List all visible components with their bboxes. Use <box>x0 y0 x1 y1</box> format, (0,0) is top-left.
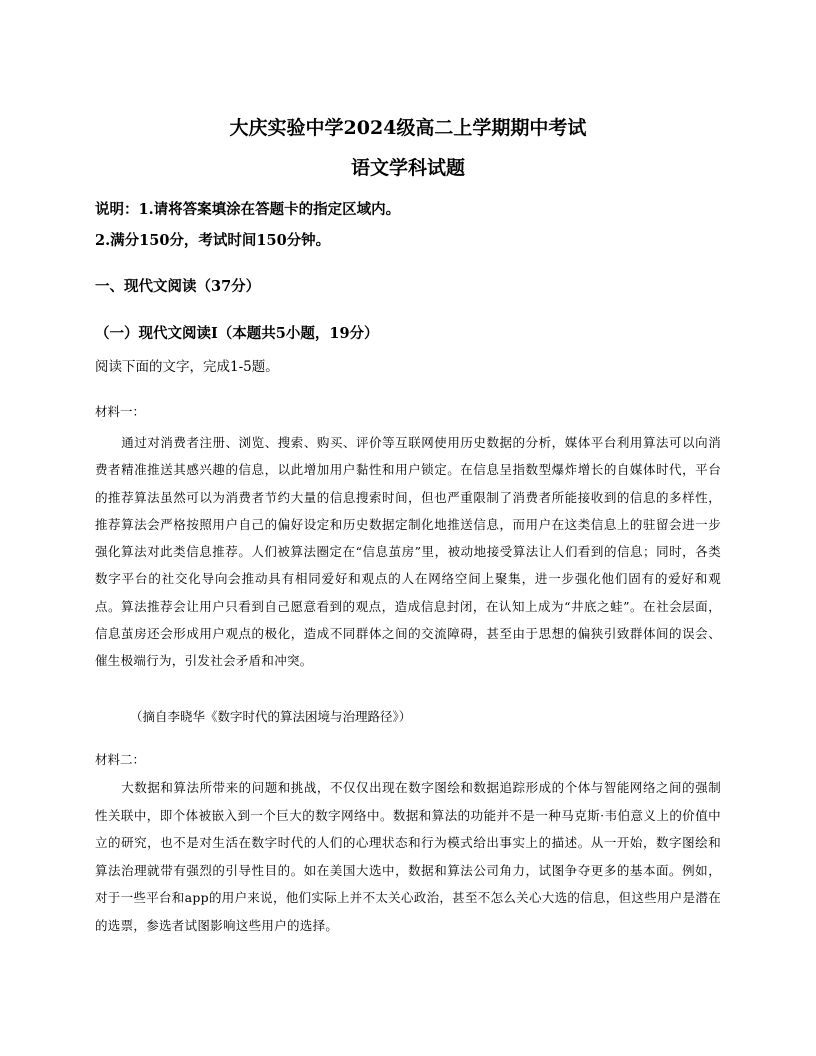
material-2-text: 大数据和算法所带来的问题和挑战，不仅仅出现在数字图绘和数据追踪形成的个体与智能网络之间的强制性关联中，即个体被嵌入到一个巨大的数字网络中。数据和算法的功能并不是一种马克斯·韦伯意义上的价值中立的研究，也不是对生活在数字时代的人们的心理状态和行为模式给出事实上的描述。从一开始，数字图绘和算法治理就带有强烈的引导性目的。如在美国大选中，数据和算法公司角力，试图争夺更多的基本面。例如，对于一些平台和app的用户来说，他们实际上并不太关心政治，甚至不怎么关心大选的信息，但这些用户是潜在的选票，参选者试图影响这些用户的选择。 <box>95 780 721 933</box>
material-1-text: 通过对消费者注册、浏览、搜索、购买、评价等互联网使用历史数据的分析，媒体平台利用算法可以向消费者精准推送其感兴趣的信息，以此增加用户黏性和用户锁定。在信息呈指数型爆炸增长的自媒体时代，平台的推荐算法虽然可以为消费者节约大量的信息搜索时间，但也严重限制了消费者所能接收到的信息的多样性，推荐算法会严格按照用户自己的偏好设定和历史数据定制化地推送信息，而用户在这类信息上的驻留会进一步强化算法对此类信息推荐。人们被算法圈定在“信息茧房”里，被动地接受算法让人们看到的信息；同时，各类数字平台的社交化导向会推动具有相同爱好和观点的人在网络空间上聚集，进一步强化他们固有的爱好和观点。算法推荐会让用户只看到自己愿意看到的观点，造成信息封闭，在认知上成为“井底之蛙”。在社会层面，信息茧房还会形成用户观点的极化，造成不同群体之间的交流障碍，甚至由于思想的偏狭引致群体间的误会、催生极端行为，引发社会矛盾和冲突。 <box>95 435 721 669</box>
section-heading: 一、现代文阅读（37分） <box>95 278 261 295</box>
exam-title: 大庆实验中学2024级高二上学期期中考试 <box>229 117 587 139</box>
material-1-citation: （摘自李晓华《数字时代的算法困境与治理路径》） <box>130 709 412 724</box>
instruction-line-2: 2.满分150分，考试时间150分钟。 <box>95 232 331 249</box>
subject-title: 语文学科试题 <box>350 157 465 179</box>
reading-instruction: 阅读下面的文字，完成1-5题。 <box>95 359 279 375</box>
material-2-label: 材料二： <box>95 752 146 767</box>
subsection-heading: （一）现代文阅读I（本题共5小题，19分） <box>95 325 379 342</box>
instruction-line-1: 说明：1.请将答案填涂在答题卡的指定区域内。 <box>95 201 401 218</box>
material-1-label: 材料一： <box>95 404 146 419</box>
